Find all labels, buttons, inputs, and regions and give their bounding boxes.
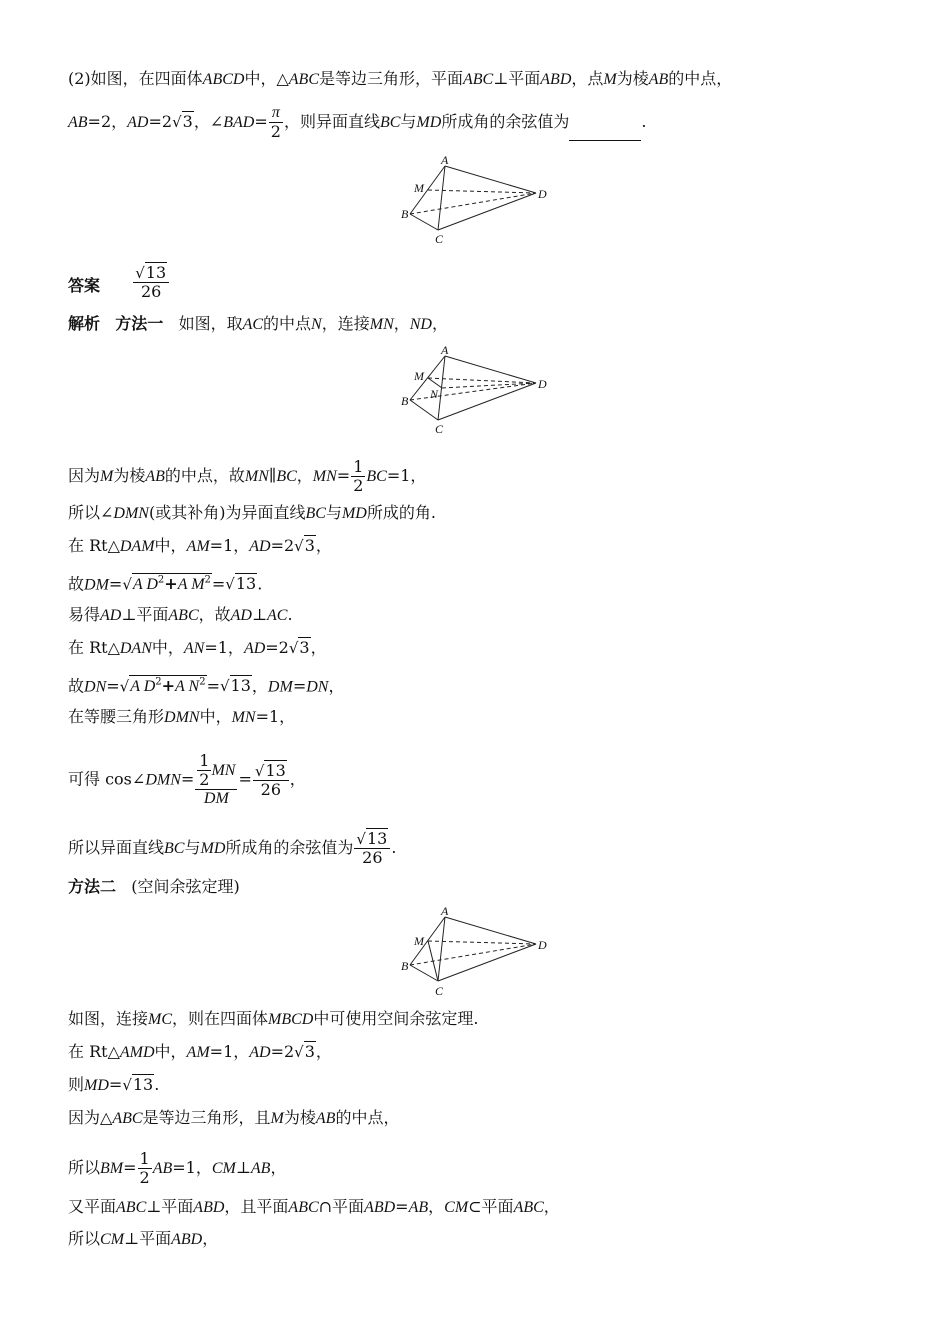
var: ABCD — [202, 71, 245, 88]
text: 的中点， — [668, 69, 733, 88]
method2-note: (空间余弦定理) — [131, 877, 240, 896]
label-B: B — [401, 207, 409, 221]
var: ABC — [463, 71, 494, 88]
step-5: 易得AD⊥平面ABC，故AD⊥AC. — [68, 605, 293, 624]
tetrahedron-figure-1 — [398, 152, 558, 248]
edge-CD — [438, 193, 536, 230]
radical: √3 — [172, 112, 193, 131]
m2-step-2: 在 Rt△AMD中，AM=1，AD=2√3， — [68, 1042, 332, 1061]
text: =2， — [87, 112, 128, 131]
edge-AC — [438, 917, 445, 981]
step-4: 故DM=√A $D^2+A$ $M^2=√13$. — [68, 574, 263, 594]
tetrahedron-figure-3 — [398, 903, 558, 999]
text: ，点 — [571, 69, 604, 88]
step-7: 故DN=√A $D^2+A$ $N^2=√13$，DM=DN， — [68, 676, 345, 696]
label-A: A — [441, 153, 449, 167]
edge-CD — [438, 383, 536, 420]
step-9: 可得 cos∠DMN= $\frac{1}{2}$ MN DM = $\frac{√13}{26}$ ， — [68, 751, 306, 807]
problem-line-2 — [68, 104, 646, 141]
label-C: C — [435, 232, 444, 246]
answer-label: 答案 — [68, 276, 101, 295]
edge-ND — [442, 383, 536, 388]
edge-MD — [428, 190, 536, 193]
edge-BD — [410, 383, 536, 400]
edge-MC — [428, 941, 438, 981]
var: BC — [379, 114, 401, 131]
text: 所成角的余弦值为 — [441, 112, 570, 131]
tetrahedron-figure-2 — [398, 342, 558, 438]
label-D: D — [538, 187, 547, 201]
label-A: A — [441, 904, 449, 918]
text: 中，△ — [244, 69, 289, 88]
text: 是等边三角形，平面 — [318, 69, 463, 88]
text: . — [641, 112, 647, 131]
label-M: M — [414, 369, 424, 383]
label-B: B — [401, 394, 409, 408]
var: ABD — [540, 71, 572, 88]
answer-blank — [569, 124, 641, 141]
m2-step-4: 因为△ABC是等边三角形，且M为棱AB的中点， — [68, 1108, 400, 1127]
label-C: C — [435, 422, 444, 436]
text: (2)如图，在四面体 — [68, 69, 203, 88]
step-2: 所以∠DMN(或其补角)为异面直线BC与MD所成的角. — [68, 503, 436, 522]
var: AB — [648, 71, 669, 88]
edge-BD — [410, 193, 536, 214]
m2-step-3: 则MD=√13. — [68, 1075, 160, 1094]
var: AD — [127, 114, 149, 131]
method1-label: 方法一 — [115, 314, 164, 333]
edge-MD — [428, 378, 536, 383]
text: =2 — [148, 112, 173, 131]
step-10: 所以异面直线BC与MD所成角的余弦值为 $\frac{√13}{26}$ . — [68, 829, 397, 867]
edge-BC — [410, 400, 438, 420]
edge-AD — [445, 166, 536, 193]
label-D: D — [538, 938, 547, 952]
label-M: M — [414, 181, 424, 195]
analysis-intro: 解析 方法一 如图，取AC的中点N，连接MN，ND， — [68, 314, 448, 333]
m2-step-1: 如图，连接MC，则在四面体MBCD中可使用空间余弦定理. — [68, 1009, 479, 1028]
analysis-label: 解析 — [68, 314, 101, 333]
label-B: B — [401, 959, 409, 973]
method2-header — [68, 876, 240, 898]
var: ABC — [288, 71, 319, 88]
text: ，∠ — [193, 112, 224, 131]
text: ，则异面直线 — [283, 112, 380, 131]
problem-line-1 — [68, 68, 732, 91]
answer-fraction: $\frac{√13}{26}$ — [133, 264, 169, 301]
label-D: D — [538, 377, 547, 391]
label-M: M — [414, 934, 424, 948]
var: M — [603, 71, 617, 88]
edge-MD — [428, 941, 536, 944]
step-1: 因为M为棱AB的中点，故MN∥BC，MN= $\frac{1}{2}$ BC=1， — [68, 457, 427, 495]
nested-fraction: $\frac{1}{2}$ MN DM — [195, 752, 237, 808]
edge-AC — [438, 166, 445, 230]
m2-step-7: 所以CM⊥平面ABD， — [68, 1229, 219, 1248]
edge-BC — [410, 965, 438, 981]
text: 为棱 — [616, 69, 649, 88]
label-C: C — [435, 984, 444, 998]
step-3: 在 Rt△DAM中，AM=1，AD=2√3， — [68, 536, 332, 555]
m2-step-5: 所以BM= $\frac{1}{2}$ AB=1，CM⊥AB， — [68, 1149, 287, 1187]
step-6: 在 Rt△DAN中，AN=1，AD=2√3， — [68, 638, 327, 657]
m2-step-6: 又平面ABC⊥平面ABD，且平面ABC∩平面ABD=AB，CM⊂平面ABC， — [68, 1197, 560, 1216]
label-N: N — [430, 387, 439, 401]
edge-AD — [445, 917, 536, 944]
text: 与 — [400, 112, 417, 131]
step-8: 在等腰三角形DMN中，MN=1， — [68, 707, 296, 726]
label-A: A — [441, 343, 449, 357]
method2-label: 方法二 — [68, 877, 117, 896]
answer-line — [68, 263, 170, 305]
var: AB — [68, 114, 88, 131]
var: MD — [416, 114, 442, 131]
text: ⊥平面 — [493, 69, 541, 88]
fraction: $\frac{\pi}{2}$ — [270, 104, 281, 141]
edge-BC — [410, 214, 438, 230]
edge-CD — [438, 944, 536, 981]
text: = — [254, 112, 268, 131]
var: BAD — [223, 114, 255, 131]
edge-BD — [410, 944, 536, 965]
